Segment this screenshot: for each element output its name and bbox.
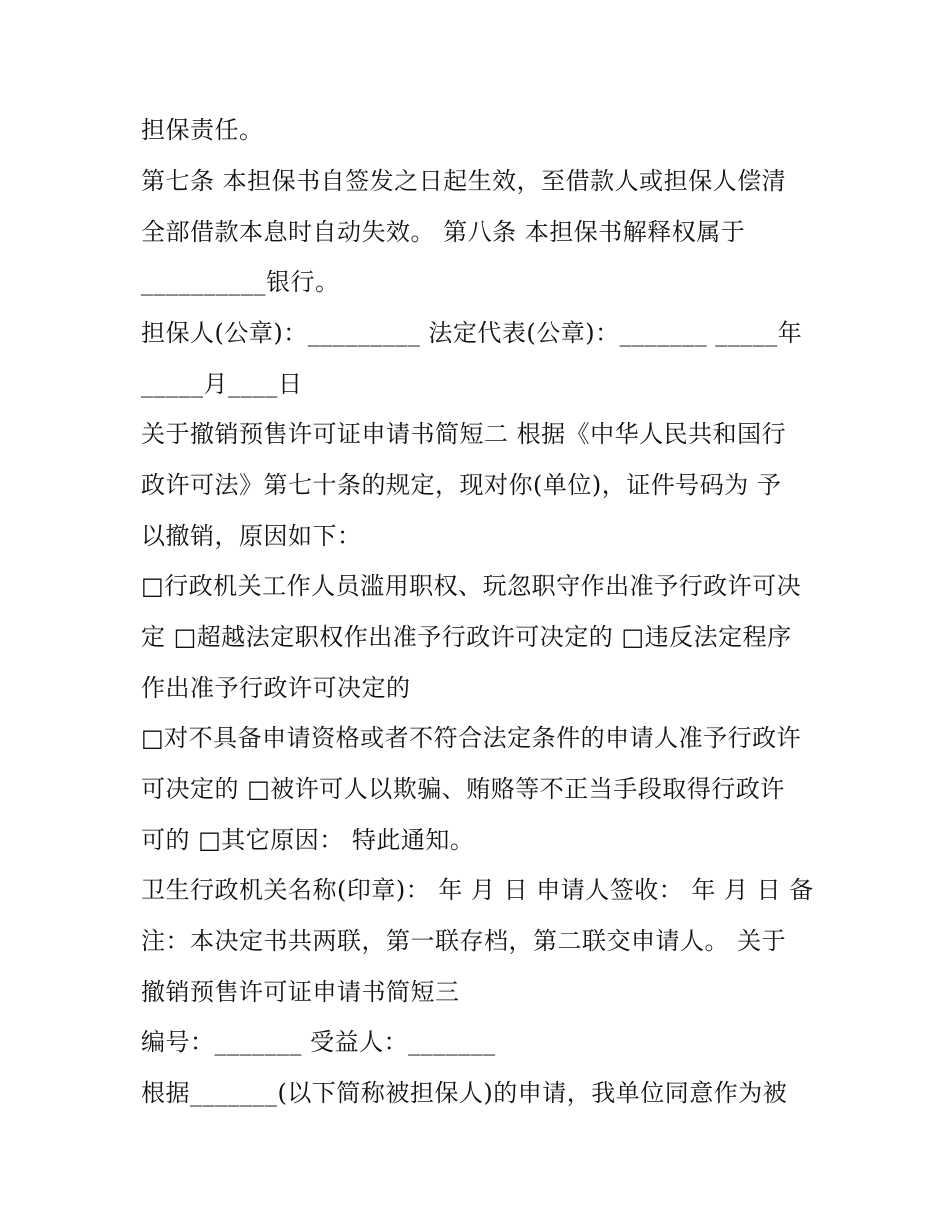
text-line: □对不具备申请资格或者不符合法定条件的申请人准予行政许 [141,724,802,752]
text-line: 定 □超越法定职权作出准予行政许可决定的 □违反法定程序 [141,623,792,651]
text-line: 担保责任。 [141,116,264,144]
text-line: 卫生行政机关名称(印章)： 年 月 日 申请人签收： 年 月 日 备 [141,876,814,904]
text-line: 可的 □其它原因： 特此通知。 [141,826,475,854]
text-line: 编号：_______ 受益人：_______ [141,1028,496,1056]
text-line: 根据_______(以下简称被担保人)的申请，我单位同意作为被 [141,1079,788,1107]
text-line: 作出准予行政许可决定的 [141,674,411,702]
text-line: 可决定的 □被许可人以欺骗、贿赂等不正当手段取得行政许 [141,775,785,803]
text-line: 第七条 本担保书自签发之日起生效，至借款人或担保人偿清 [141,167,787,195]
text-line: 撤销预售许可证申请书简短三 [141,978,460,1006]
text-line: _____月____日 [141,370,303,398]
text-line: 注：本决定书共两联，第一联存档，第二联交申请人。 关于 [141,927,787,955]
text-line: 政许可法》第七十条的规定，现对你(单位)，证件号码为 予 [141,471,782,499]
text-line: 关于撤销预售许可证申请书简短二 根据《中华人民共和国行 [141,420,787,448]
text-line: 担保人(公章)：_________ 法定代表(公章)：_______ _____年 [141,319,803,347]
text-line: 以撤销，原因如下： [141,522,362,550]
text-line: __________银行。 [141,268,340,296]
text-line: □行政机关工作人员滥用职权、玩忽职守作出准予行政许可决 [141,572,802,600]
text-line: 全部借款本息时自动失效。 第八条 本担保书解释权属于 [141,218,746,246]
